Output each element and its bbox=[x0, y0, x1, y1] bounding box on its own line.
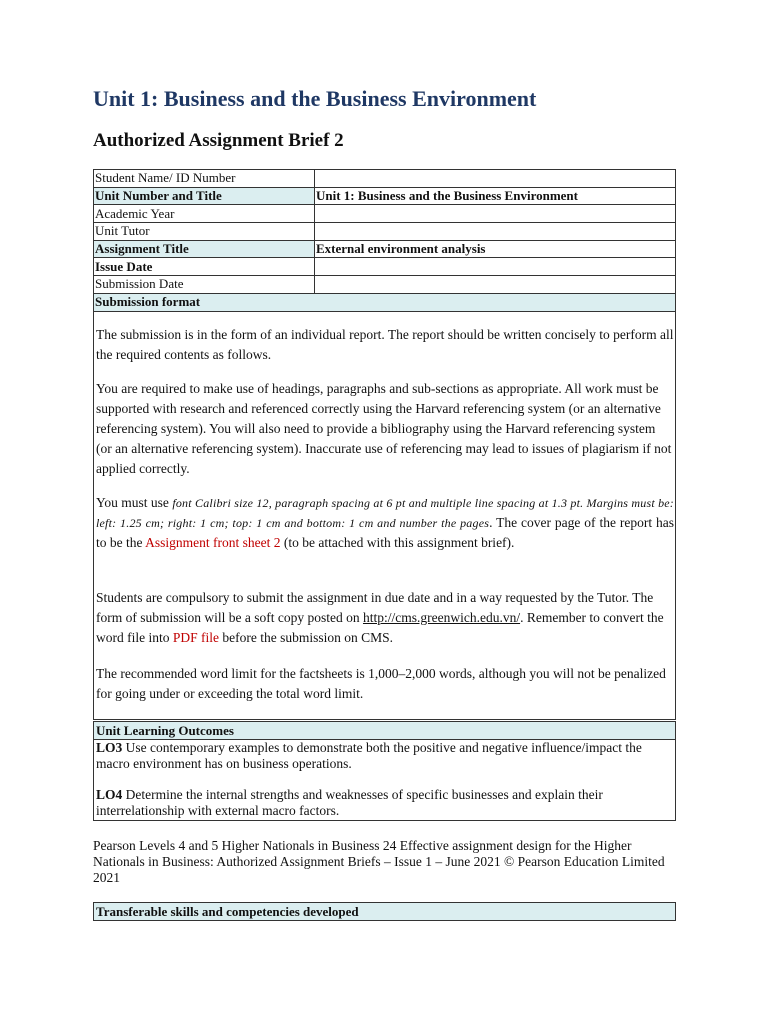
transferable-skills-heading: Transferable skills and competencies developed bbox=[93, 902, 676, 921]
learning-outcomes-heading: Unit Learning Outcomes bbox=[93, 721, 676, 740]
row-value bbox=[315, 205, 676, 223]
row-label: Issue Date bbox=[94, 258, 315, 276]
paragraph bbox=[96, 588, 674, 648]
text-span: before the submission on CMS. bbox=[219, 630, 394, 645]
row-value bbox=[315, 276, 676, 294]
page-footer bbox=[93, 838, 676, 886]
row-value bbox=[315, 258, 676, 276]
footer-text: Pearson Levels 4 and 5 Higher Nationals in Business bbox=[93, 838, 383, 853]
row-value: External environment analysis bbox=[315, 240, 676, 258]
row-value: Unit 1: Business and the Business Environment bbox=[315, 187, 676, 205]
lo3-code: LO3 bbox=[96, 740, 123, 755]
paragraph: The submission is in the form of an individual report. The report should be written concisely to perform all the required contents as follows. bbox=[96, 327, 674, 362]
table-row bbox=[94, 293, 676, 311]
paragraph: The recommended word limit for the factsheets is 1,000–2,000 words, although you will not be penalized for going under or exceeding the total word limit. bbox=[96, 666, 666, 701]
lo4-code: LO4 bbox=[96, 787, 123, 802]
text-span: Students are compulsory to submit the assignment in due date and in a way requested by the Tutor. The form of submission will be a soft copy posted on bbox=[96, 590, 654, 625]
row-value bbox=[315, 170, 676, 188]
cms-link[interactable]: http://cms.greenwich.edu.vn/ bbox=[362, 610, 521, 625]
submission-format-heading: Submission format bbox=[94, 293, 676, 311]
text-span: (to be attached with this assignment brief). bbox=[280, 535, 515, 550]
paragraph bbox=[96, 493, 674, 553]
row-value bbox=[315, 223, 676, 241]
row-label: Academic Year bbox=[94, 205, 315, 223]
row-label: Unit Number and Title bbox=[94, 187, 315, 205]
footer-text: Effective assignment design for the Higher Nationals in Business: Authorized Assignment Briefs – Issue 1 – June 2021 © Pearson Education Limited 2021 bbox=[93, 838, 665, 885]
front-sheet-reference: Assignment front sheet 2 bbox=[145, 535, 281, 550]
table-row bbox=[94, 276, 676, 294]
row-label: Student Name/ ID Number bbox=[94, 170, 315, 188]
lo4-item bbox=[96, 787, 672, 819]
page-number: 24 bbox=[382, 838, 397, 853]
table-row bbox=[94, 205, 676, 223]
brief-title: Authorized Assignment Brief 2 bbox=[93, 130, 344, 151]
row-label: Assignment Title bbox=[94, 240, 315, 258]
learning-outcomes-body bbox=[93, 740, 676, 821]
text-span: . The cover page of the report has to be the bbox=[96, 515, 674, 550]
unit-title: Unit 1: Business and the Business Environment bbox=[93, 86, 537, 111]
table-row bbox=[94, 170, 676, 188]
submission-format-body bbox=[93, 311, 676, 720]
pdf-file-note: PDF file bbox=[172, 630, 220, 645]
table-row bbox=[94, 223, 676, 241]
lo3-text: Use contemporary examples to demonstrate both the positive and negative influence/impact the macro environment has on business operations. bbox=[96, 740, 642, 771]
table-row bbox=[94, 258, 676, 276]
row-label: Submission Date bbox=[94, 276, 315, 294]
text-span: You must use bbox=[96, 495, 173, 510]
text-span: . Remember to convert the word file into bbox=[96, 610, 664, 645]
formatting-spec: font Calibri size 12, paragraph spacing at 6 pt and multiple line spacing at 1.3 pt. Margins must be: left: 1.25 cm; right: 1 cm; top: 1 cm and bottom: 1 cm and number the pages bbox=[96, 496, 675, 530]
assignment-info-table bbox=[93, 169, 676, 312]
paragraph: You are required to make use of headings, paragraphs and sub-sections as appropriate. All work must be supported with research and referenced correctly using the Harvard referencing system (or an alternative referencing system). You will also need to provide a bibliography using the Harvard referencing system (or an alternative referencing system). Inaccurate use of referencing may lead to issues of plagiarism if not applied correctly. bbox=[96, 381, 672, 476]
table-row bbox=[94, 187, 676, 205]
lo4-text: Determine the internal strengths and weaknesses of specific businesses and explain their interrelationship with external macro factors. bbox=[96, 787, 603, 818]
table-row bbox=[94, 240, 676, 258]
row-label: Unit Tutor bbox=[94, 223, 315, 241]
lo3-item bbox=[96, 740, 672, 772]
